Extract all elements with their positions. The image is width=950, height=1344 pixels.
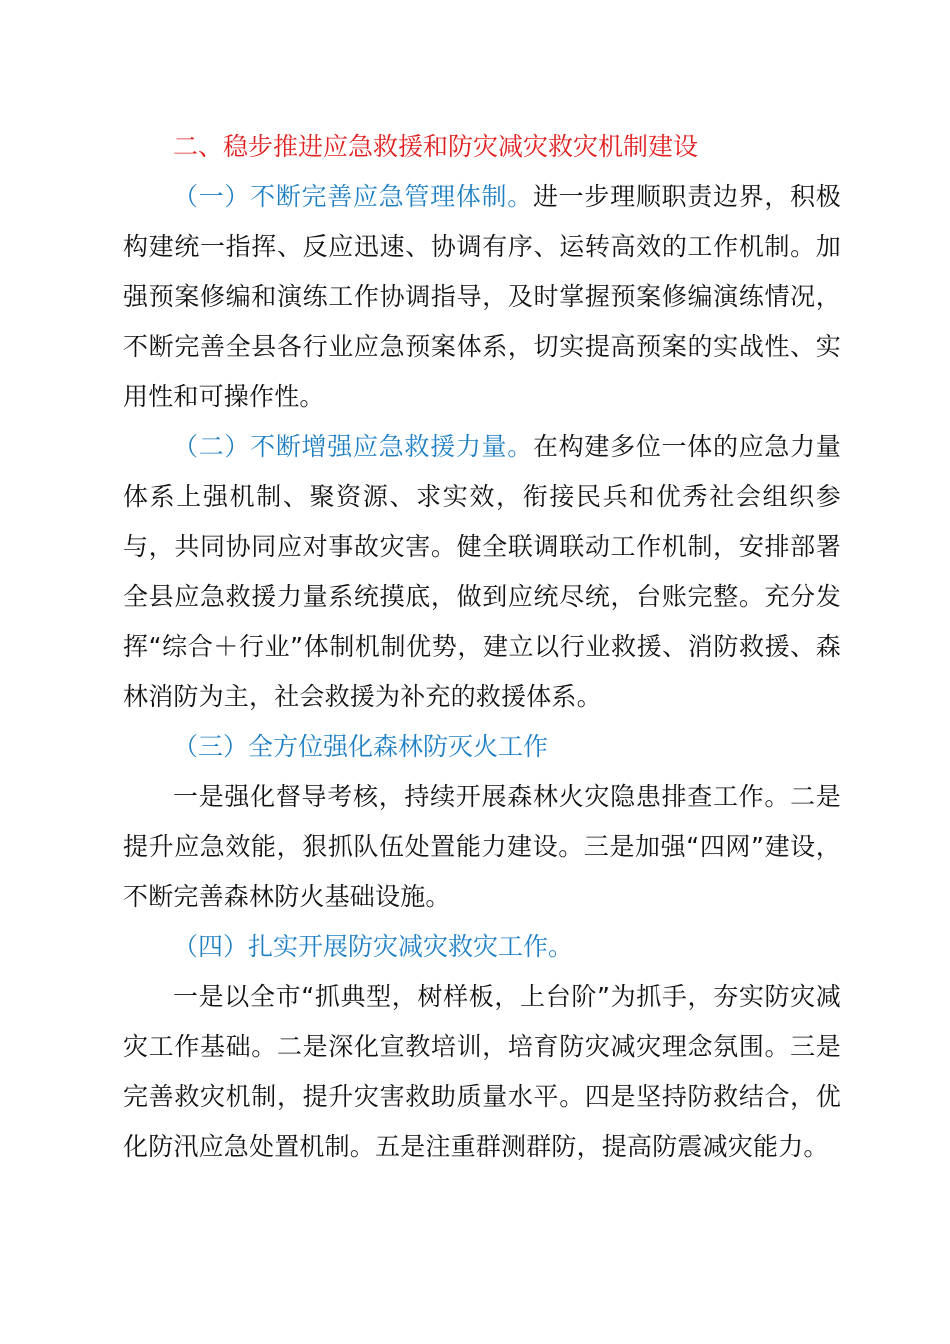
subheading-1: （一）不断完善应急管理体制。: [173, 182, 533, 211]
paragraph-3-body: 一是强化督导考核，持续开展森林火灾隐患排查工作。二是提升应急效能，狠抓队伍处置能力建设。三是加强“四网”建设，不断完善森林防火基础设施。: [123, 782, 841, 911]
section-heading: 二、稳步推进应急救援和防灾减灾救灾机制建设: [173, 132, 699, 161]
subheading-3: （三）全方位强化森林防灭火工作: [173, 732, 549, 761]
subheading-4: （四）扎实开展防灾减灾救灾工作。: [173, 932, 574, 961]
subheading-2: （二）不断增强应急救援力量。: [173, 432, 533, 461]
document-page: [123, 122, 841, 1172]
paragraph-4-body: 一是以全市“抓典型，树样板，上台阶”为抓手，夯实防灾减灾工作基础。二是深化宣教培训，培育防灾减灾理念氛围。三是完善救灾机制，提升灾害救助质量水平。四是坚持防救结合，优化防汛应急处置机制。五是注重群测群防，提高防震减灾能力。: [123, 982, 841, 1161]
paragraph-2-body: 在构建多位一体的应急力量体系上强机制、聚资源、求实效，衔接民兵和优秀社会组织参与，共同协同应对事故灾害。健全联调联动工作机制，安排部署全县应急救援力量系统摸底，做到应统尽统，台账完整。充分发挥“综合＋行业”体制机制优势，建立以行业救援、消防救援、森林消防为主，社会救援为补充的救援体系。: [123, 432, 841, 711]
paragraph-rescue-forces: [123, 422, 841, 722]
paragraph-management-system: [123, 172, 841, 422]
paragraph-1-body: 进一步理顺职责边界，积极构建统一指挥、反应迅速、协调有序、运转高效的工作机制。加强预案修编和演练工作协调指导，及时掌握预案修编演练情况，不断完善全县各行业应急预案体系，切实提高预案的实战性、实用性和可操作性。: [123, 182, 841, 411]
